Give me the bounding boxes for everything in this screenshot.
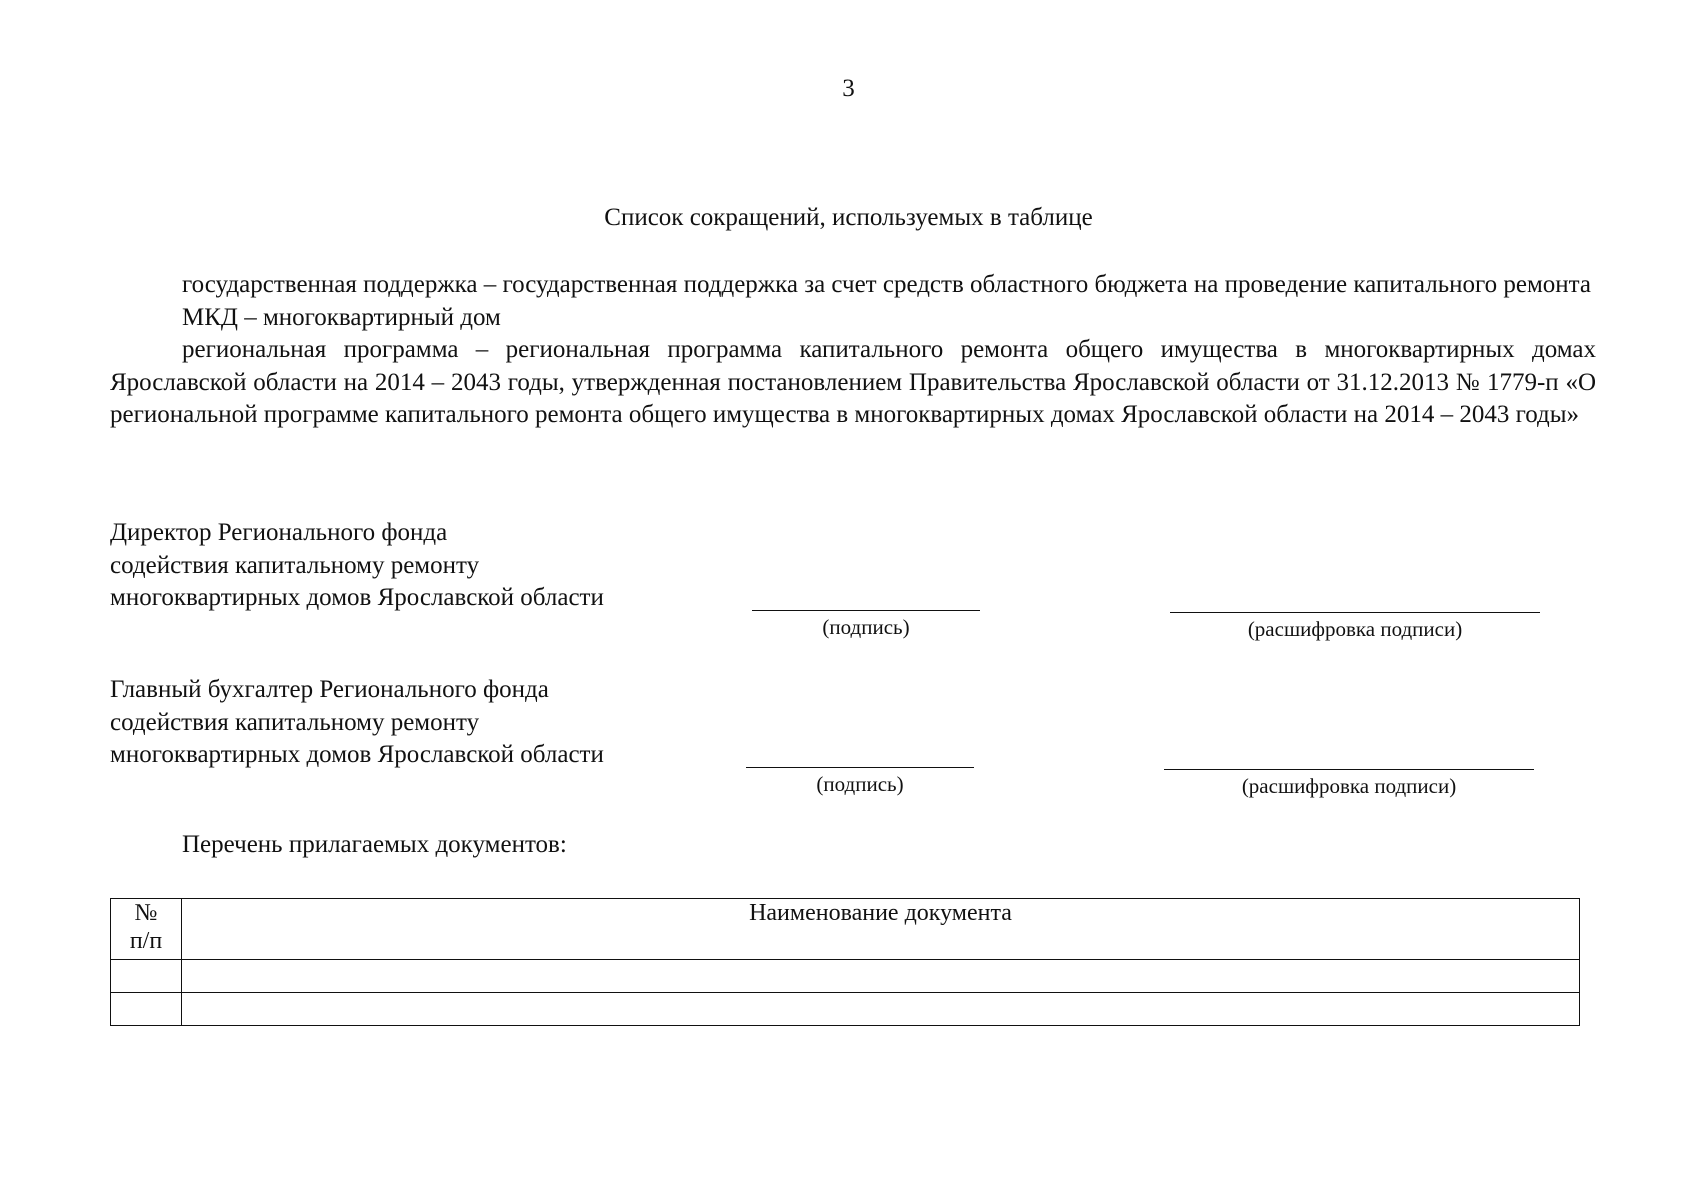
- role-line: содействия капитальному ремонту: [110, 708, 480, 736]
- director-signature-caption: (подпись): [822, 615, 910, 639]
- accountant-decoding-caption: (расшифровка подписи): [1241, 774, 1457, 798]
- table-cell[interactable]: [111, 960, 182, 993]
- abbreviations-title: Список сокращений, используемых в таблице: [604, 204, 1093, 231]
- header-line: п/п: [129, 928, 163, 954]
- column-header-number: [111, 899, 182, 960]
- accountant-signature-caption: (подпись): [816, 772, 904, 796]
- table-cell[interactable]: [111, 993, 182, 1026]
- role-line: Директор Регионального фонда: [110, 519, 448, 546]
- abbreviation-item: государственная поддержка – государственная поддержка за счет средств областного бюджета на проведение капитального ремонта: [182, 271, 1591, 298]
- director-signature-line[interactable]: [752, 610, 980, 611]
- table-cell[interactable]: [182, 960, 1580, 993]
- director-decoding-line[interactable]: [1170, 612, 1540, 613]
- accountant-role: [110, 674, 604, 772]
- table-header-row: [111, 899, 1580, 960]
- attachments-title: Перечень прилагаемых документов:: [182, 831, 567, 858]
- header-line: №: [134, 900, 158, 926]
- table-row: [111, 993, 1580, 1026]
- table-cell[interactable]: [182, 993, 1580, 1026]
- role-line: Главный бухгалтер Регионального фонда: [110, 676, 549, 703]
- header-line: Наименование документа: [749, 900, 1012, 926]
- director-decoding-caption: (расшифровка подписи): [1247, 617, 1463, 641]
- director-role: [110, 517, 604, 615]
- accountant-signature-line[interactable]: [746, 767, 974, 768]
- page-number: 3: [842, 75, 855, 102]
- table-row: [111, 960, 1580, 993]
- role-line: содействия капитальному ремонту: [110, 551, 480, 579]
- column-header-document-name: [182, 899, 1580, 960]
- role-line: многоквартирных домов Ярославской области: [110, 741, 604, 768]
- role-line: многоквартирных домов Ярославской области: [110, 584, 604, 611]
- abbreviation-item: МКД – многоквартирный дом: [182, 303, 501, 331]
- abbreviations-list: [110, 269, 1596, 432]
- abbreviation-item: региональная программа – региональная программа капитального ремонта общего имущества в многоквартирных домах Ярославской области на 2014 – 2043 годы, утвержденная постановлением Правительства Ярославской области от 31.12.2013 № 1779-п «О региональной программе капитального ремонта общего имущества в многоквартирных домах Ярославской области на 2014 – 2043 годы»: [110, 336, 1596, 428]
- accountant-decoding-line[interactable]: [1164, 769, 1534, 770]
- attachments-table: [110, 898, 1580, 1026]
